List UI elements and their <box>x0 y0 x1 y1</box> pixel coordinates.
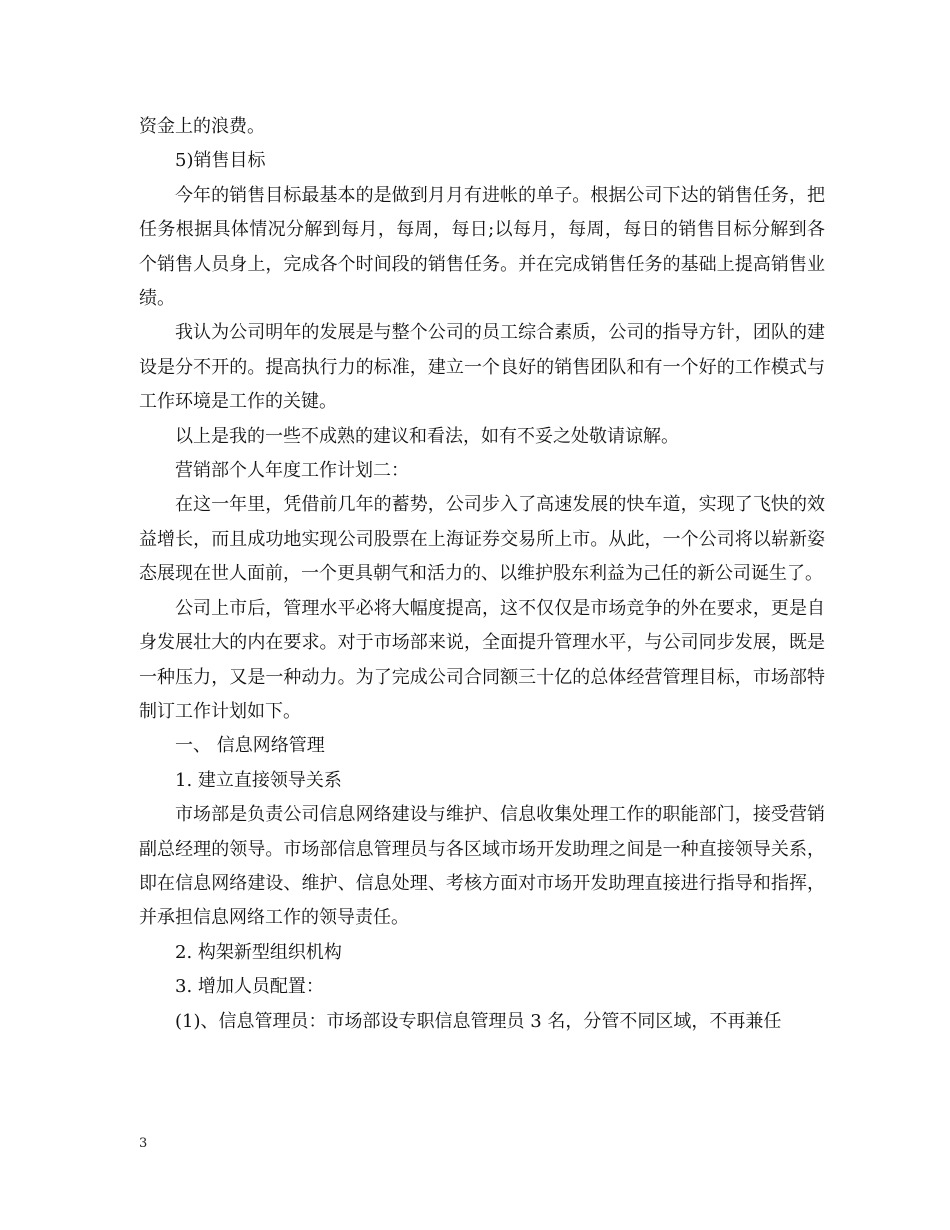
plan-two-heading: 营销部个人年度工作计划二： <box>175 460 409 482</box>
subheading-new-organization: 2. 构架新型组织机构 <box>175 941 342 963</box>
paragraph-info-manager: (1)、信息管理员：市场部设专职信息管理员 3 名，分管不同区域，不再兼任 <box>175 1010 782 1032</box>
paragraph-post-listing: 公司上市后，管理水平必将大幅度提高，这不仅仅是市场竞争的外在要求，更是自身发展壮大的内在要求。对于市场部来说，全面提升管理水平，与公司同步发展，既是一种压力，又是一种动力。为了完成公司合同额三十亿的总体经营管理目标，市场部特制订工作计划如下。 <box>139 597 825 722</box>
paragraph-market-department: 市场部是负责公司信息网络建设与维护、信息收集处理工作的职能部门，接受营销副总经理的领导。市场部信息管理员与各区域市场开发助理之间是一种直接领导关系，即在信息网络建设、维护、信息处理、考核方面对市场开发助理直接进行指导和指挥，并承担信息网络工作的领导责任。 <box>139 804 825 929</box>
subheading-staffing: 3. 增加人员配置： <box>175 976 324 998</box>
document-body <box>139 110 825 1039</box>
subheading-direct-leadership: 1. 建立直接领导关系 <box>175 769 342 791</box>
paragraph-closing-remark: 以上是我的一些不成熟的建议和看法，如有不妥之处敬请谅解。 <box>175 425 679 447</box>
page-number: 3 <box>139 1136 148 1151</box>
section-heading-info-network: 一、 信息网络管理 <box>175 735 325 757</box>
section-heading-sales-target: 5)销售目标 <box>175 150 266 172</box>
paragraph-company-development: 我认为公司明年的发展是与整个公司的员工综合素质，公司的指导方针，团队的建设是分不开的。提高执行力的标准，建立一个良好的销售团队和有一个好的工作模式与工作环境是工作的关键。 <box>139 322 825 413</box>
paragraph-sales-target: 今年的销售目标最基本的是做到月月有进帐的单子。根据公司下达的销售任务，把任务根据具体情况分解到每月，每周，每日;以每月，每周，每日的销售目标分解到各个销售人员身上，完成各个时间段的销售任务。并在完成销售任务的基础上提高销售业绩。 <box>139 184 825 310</box>
paragraph-year-review: 在这一年里，凭借前几年的蓄势，公司步入了高速发展的快车道，实现了飞快的效益增长，而且成功地实现公司股票在上海证券交易所上市。从此，一个公司将以崭新姿态展现在世人面前，一个更具朝气和活力的、以维护股东利益为己任的新公司诞生了。 <box>139 494 825 585</box>
paragraph-continuation: 资金上的浪费。 <box>139 116 265 137</box>
